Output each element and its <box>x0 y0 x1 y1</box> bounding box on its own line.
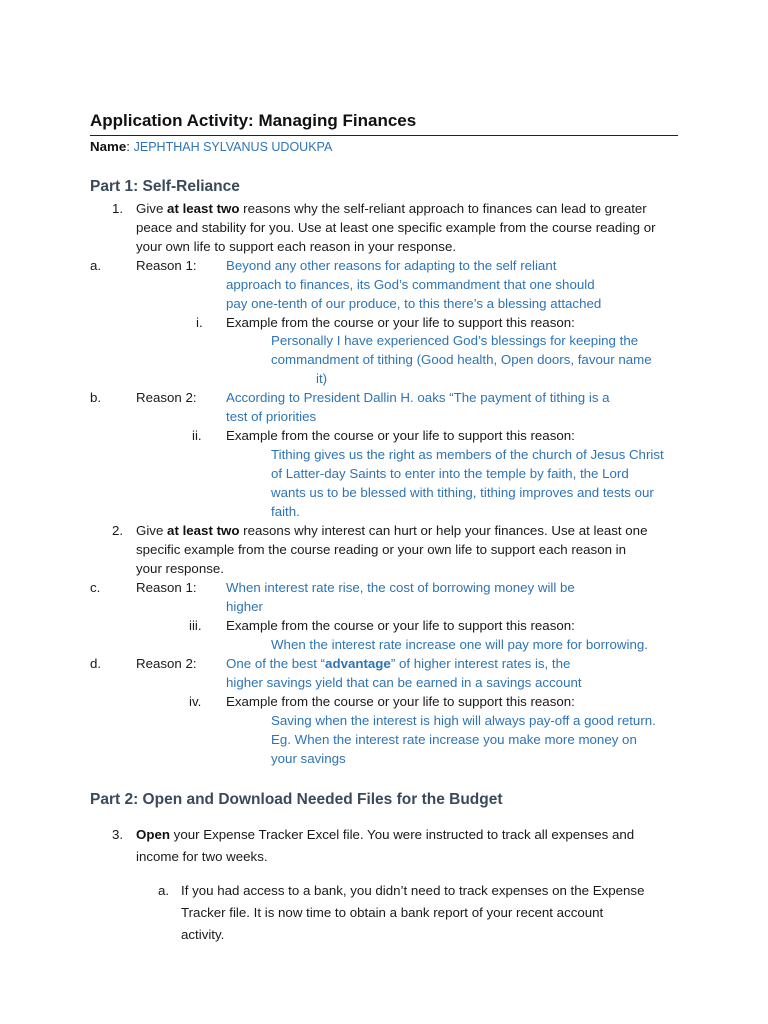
item-b-answer-line: test of priorities <box>226 409 317 424</box>
item-d-answer-line <box>226 654 570 673</box>
item-d-post: ” of higher interest rates is, the <box>390 656 571 671</box>
q2-number: 2. <box>112 523 124 538</box>
q1-line-1 <box>136 199 647 218</box>
item-c-marker: c. <box>90 580 101 595</box>
item-iii-answer-line: When the interest rate increase one will pay more for borrowing. <box>271 637 648 652</box>
item-ii-answer-line: Tithing gives us the right as members of the church of Jesus Christ <box>271 447 664 462</box>
q3-bold: Open <box>136 827 170 842</box>
example-label: Example from the course or your life to support this reason: <box>226 315 575 330</box>
item-d-pre: One of the best “ <box>226 656 326 671</box>
q1-line-3: your own life to support each reason in your response. <box>136 239 457 254</box>
q2-line-1 <box>136 521 647 540</box>
q1-post: reasons why the self-reliant approach to finances can lead to greater <box>239 201 647 216</box>
q3-line-1 <box>136 824 634 845</box>
q3a-line: Tracker file. It is now time to obtain a bank report of your recent account <box>181 905 604 920</box>
name-colon: : <box>126 139 130 154</box>
item-i-answer-line: commandment of tithing (Good health, Open doors, favour name <box>271 352 652 367</box>
item-b-answer-line: According to President Dallin H. oaks “The payment of tithing is a <box>226 390 610 405</box>
q1-pre: Give <box>136 201 168 216</box>
item-b-label: Reason 2: <box>136 390 197 405</box>
item-a-answer-line: Beyond any other reasons for adapting to the self reliant <box>226 258 557 273</box>
q3-number: 3. <box>112 827 124 842</box>
q2-bold: at least two <box>167 523 240 538</box>
item-c-answer-line: higher <box>226 599 263 614</box>
item-d-label: Reason 2: <box>136 656 197 671</box>
item-iv-answer-line: your savings <box>271 751 346 766</box>
item-i-answer-line: Personally I have experienced God’s blessings for keeping the <box>271 333 639 348</box>
item-a-answer-line: approach to finances, its God’s commandment that one should <box>226 277 595 292</box>
item-c-label: Reason 1: <box>136 580 197 595</box>
item-ii-answer-line: faith. <box>271 504 300 519</box>
q1-line-2: peace and stability for you. Use at least one specific example from the course reading or <box>136 220 656 235</box>
q3a-marker: a. <box>158 883 170 898</box>
title-underline <box>90 135 678 136</box>
item-iv-answer-line: Saving when the interest is high will always pay-off a good return. <box>271 713 656 728</box>
example-label: Example from the course or your life to support this reason: <box>226 618 575 633</box>
item-b-marker: b. <box>90 390 102 405</box>
q2-post: reasons why interest can hurt or help your finances. Use at least one <box>239 523 648 538</box>
name-line <box>90 137 332 157</box>
item-d-bold: advantage <box>325 656 391 671</box>
example-label: Example from the course or your life to support this reason: <box>226 694 575 709</box>
q2-pre: Give <box>136 523 168 538</box>
item-c-answer-line: When interest rate rise, the cost of borrowing money will be <box>226 580 575 595</box>
q1-bold: at least two <box>167 201 240 216</box>
item-i-answer-line: it) <box>316 371 328 386</box>
item-iv-answer-line: Eg. When the interest rate increase you make more money on <box>271 732 637 747</box>
item-a-marker: a. <box>90 258 102 273</box>
item-d-marker: d. <box>90 656 102 671</box>
item-a-label: Reason 1: <box>136 258 197 273</box>
item-i-marker: i. <box>196 315 203 330</box>
example-label: Example from the course or your life to support this reason: <box>226 428 575 443</box>
document-title: Application Activity: Managing Finances <box>90 111 417 130</box>
item-iv-marker: iv. <box>189 694 202 709</box>
name-value: JEPHTHAH SYLVANUS UDOUKPA <box>133 140 333 154</box>
item-ii-answer-line: of Latter-day Saints to enter into the temple by faith, the Lord <box>271 466 629 481</box>
q3-post: your Expense Tracker Excel file. You were instructed to track all expenses and <box>169 827 635 842</box>
item-a-answer-line: pay one-tenth of our produce, to this there’s a blessing attached <box>226 296 602 311</box>
q2-line-2: specific example from the course reading or your own life to support each reason in <box>136 542 627 557</box>
q3-line-2: income for two weeks. <box>136 849 268 864</box>
q2-line-3: your response. <box>136 561 224 576</box>
part2-heading: Part 2: Open and Download Needed Files for the Budget <box>90 791 503 808</box>
item-iii-marker: iii. <box>189 618 202 633</box>
name-label: Name <box>90 139 127 154</box>
q1-number: 1. <box>112 201 124 216</box>
item-ii-marker: ii. <box>192 428 202 443</box>
q3a-line: activity. <box>181 927 225 942</box>
q3a-line: If you had access to a bank, you didn’t need to track expenses on the Expense <box>181 883 645 898</box>
item-d-answer-line: higher savings yield that can be earned in a savings account <box>226 675 582 690</box>
item-ii-answer-line: wants us to be blessed with tithing, tithing improves and tests our <box>271 485 654 500</box>
part1-heading: Part 1: Self-Reliance <box>90 178 240 195</box>
